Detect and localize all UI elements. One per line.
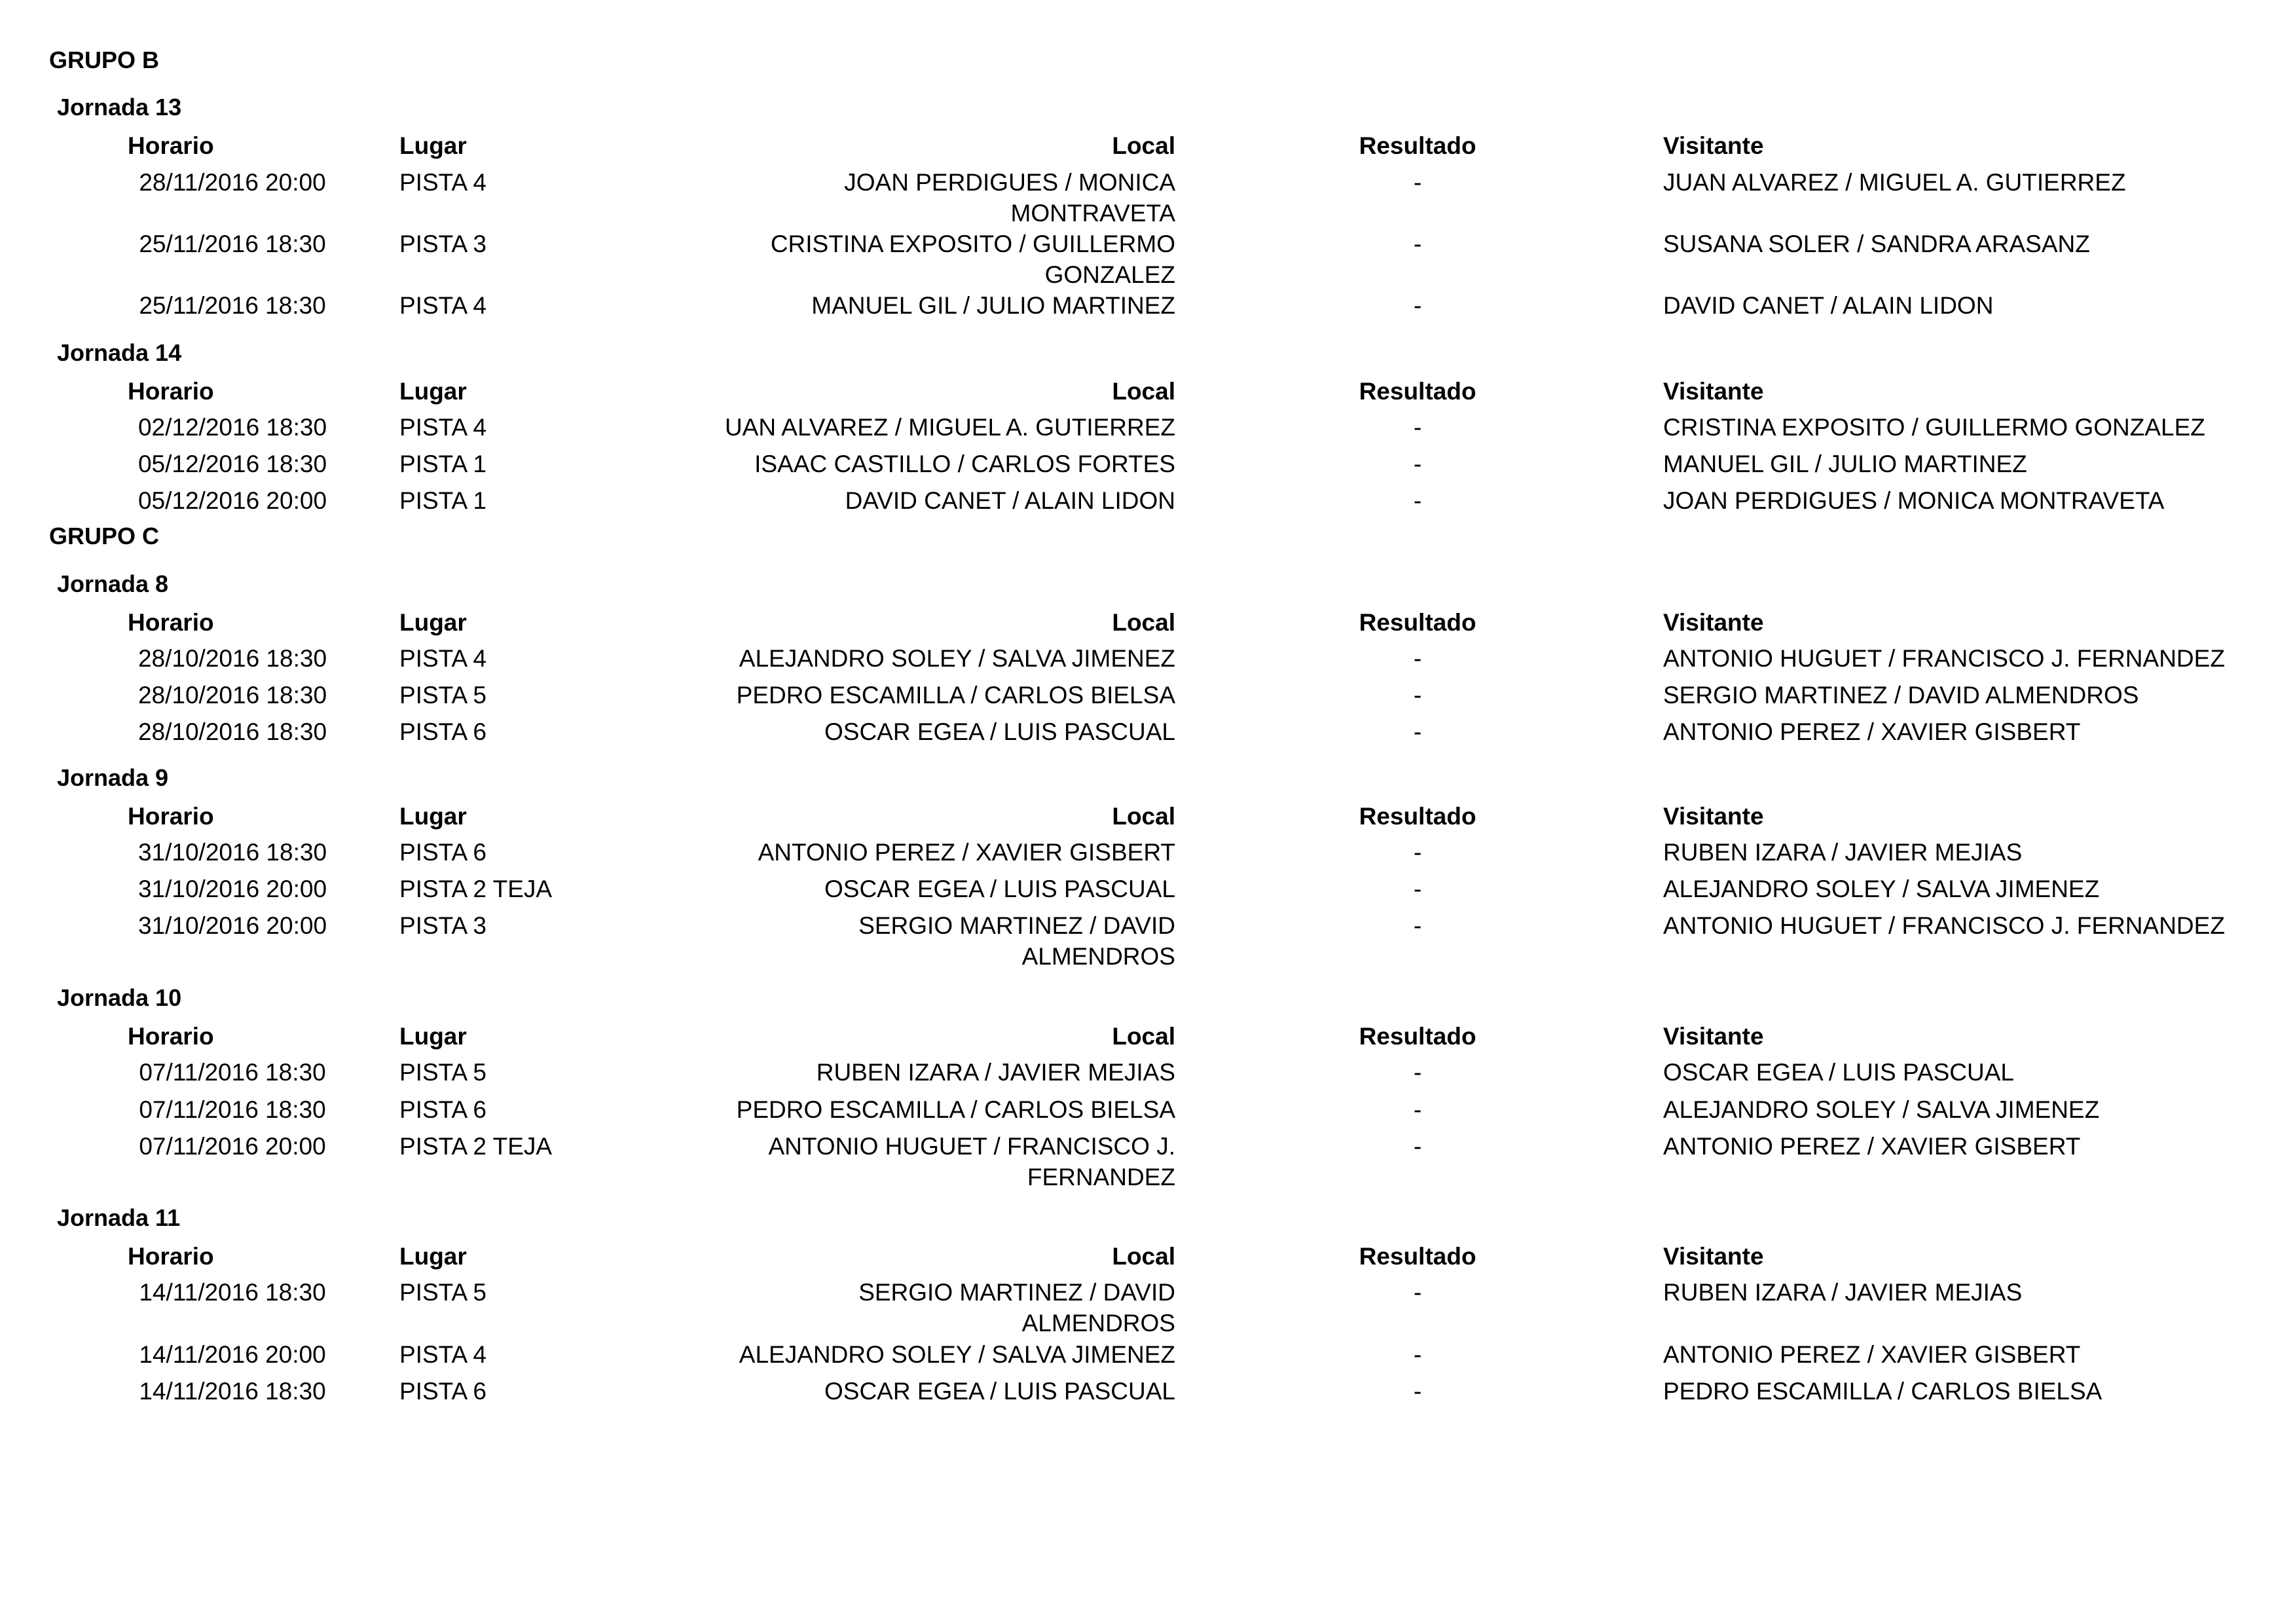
- match-lugar: PISTA 4: [399, 292, 487, 319]
- match-local-line: UAN ALVAREZ / MIGUEL A. GUTIERREZ: [724, 414, 1175, 441]
- match-local: [655, 412, 1175, 443]
- match-lugar: PISTA 3: [399, 912, 487, 939]
- jornada-title: Jornada 14: [57, 339, 182, 366]
- match-lugar: PISTA 3: [399, 231, 487, 257]
- match-visitante: DAVID CANET / ALAIN LIDON: [1663, 292, 1994, 319]
- match-horario: 14/11/2016 18:30: [139, 1279, 326, 1306]
- match-visitante: RUBEN IZARA / JAVIER MEJIAS: [1663, 839, 2023, 866]
- match-local-line: ALMENDROS: [1021, 1310, 1175, 1337]
- header-lugar: Lugar: [399, 1243, 467, 1270]
- header-visitante: Visitante: [1663, 803, 1764, 830]
- match-visitante: SERGIO MARTINEZ / DAVID ALMENDROS: [1663, 682, 2139, 709]
- table-header: [0, 376, 2295, 407]
- header-local: Local: [1112, 803, 1175, 830]
- match-visitante: MANUEL GIL / JULIO MARTINEZ: [1663, 451, 2027, 477]
- match-visitante: SUSANA SOLER / SANDRA ARASANZ: [1663, 231, 2090, 257]
- match-horario: 31/10/2016 20:00: [138, 912, 327, 939]
- match-local-line: FERNANDEZ: [1027, 1164, 1175, 1190]
- header-horario: Horario: [128, 609, 214, 636]
- match-lugar: PISTA 1: [399, 487, 487, 514]
- match-local-line: PEDRO ESCAMILLA / CARLOS BIELSA: [736, 1096, 1175, 1123]
- match-local: [655, 874, 1175, 904]
- table-row: [0, 449, 2295, 480]
- match-horario: 07/11/2016 20:00: [139, 1133, 326, 1160]
- match-resultado: -: [1413, 718, 1422, 745]
- match-resultado: -: [1413, 169, 1422, 196]
- match-local-line: ANTONIO PEREZ / XAVIER GISBERT: [758, 839, 1175, 866]
- match-horario: 05/12/2016 20:00: [138, 487, 327, 514]
- match-resultado: -: [1413, 1133, 1422, 1160]
- table-row: [0, 229, 2295, 288]
- match-local-line: PEDRO ESCAMILLA / CARLOS BIELSA: [736, 682, 1175, 709]
- match-horario: 25/11/2016 18:30: [139, 292, 326, 319]
- match-lugar: PISTA 2 TEJA: [399, 1133, 553, 1160]
- match-local: [655, 910, 1175, 972]
- match-local-line: OSCAR EGEA / LUIS PASCUAL: [824, 876, 1175, 902]
- jornada-title: Jornada 8: [57, 570, 169, 597]
- match-resultado: -: [1413, 414, 1422, 441]
- match-lugar: PISTA 4: [399, 645, 487, 672]
- match-lugar: PISTA 4: [399, 414, 487, 441]
- table-row: [0, 1131, 2295, 1190]
- match-local-line: OSCAR EGEA / LUIS PASCUAL: [824, 718, 1175, 745]
- match-resultado: -: [1413, 231, 1422, 257]
- table-row: [0, 910, 2295, 970]
- table-row: [0, 837, 2295, 868]
- match-local-line: SERGIO MARTINEZ / DAVID: [858, 1279, 1175, 1306]
- header-resultado: Resultado: [1359, 132, 1477, 159]
- jornada-title: Jornada 11: [57, 1204, 181, 1231]
- table-row: [0, 485, 2295, 517]
- match-horario: 14/11/2016 18:30: [139, 1378, 326, 1405]
- match-local-line: GONZALEZ: [1044, 261, 1175, 288]
- group-title: GRUPO B: [49, 46, 160, 73]
- header-lugar: Lugar: [399, 803, 467, 830]
- match-horario: 25/11/2016 18:30: [139, 231, 326, 257]
- header-visitante: Visitante: [1663, 132, 1764, 159]
- header-visitante: Visitante: [1663, 1243, 1764, 1270]
- match-resultado: -: [1413, 1059, 1422, 1086]
- match-resultado: -: [1413, 876, 1422, 902]
- match-local-line: CRISTINA EXPOSITO / GUILLERMO: [770, 231, 1175, 257]
- match-local: [655, 290, 1175, 321]
- match-horario: 07/11/2016 18:30: [139, 1096, 326, 1123]
- table-row: [0, 1094, 2295, 1126]
- header-horario: Horario: [128, 1243, 214, 1270]
- header-resultado: Resultado: [1359, 609, 1477, 636]
- match-horario: 07/11/2016 18:30: [139, 1059, 326, 1086]
- match-lugar: PISTA 4: [399, 169, 487, 196]
- match-local: [655, 716, 1175, 747]
- match-lugar: PISTA 6: [399, 839, 487, 866]
- header-horario: Horario: [128, 378, 214, 405]
- table-row: [0, 643, 2295, 674]
- match-visitante: ANTONIO PEREZ / XAVIER GISBERT: [1663, 718, 2081, 745]
- table-row: [0, 412, 2295, 443]
- table-row: [0, 1339, 2295, 1371]
- match-horario: 14/11/2016 20:00: [139, 1341, 326, 1368]
- match-visitante: ANTONIO HUGUET / FRANCISCO J. FERNANDEZ: [1663, 645, 2225, 672]
- match-local-line: OSCAR EGEA / LUIS PASCUAL: [824, 1378, 1175, 1405]
- match-horario: 28/10/2016 18:30: [138, 718, 327, 745]
- header-visitante: Visitante: [1663, 378, 1764, 405]
- table-row: [0, 1277, 2295, 1337]
- match-horario: 31/10/2016 20:00: [138, 876, 327, 902]
- header-local: Local: [1112, 1023, 1175, 1050]
- match-horario: 31/10/2016 18:30: [138, 839, 327, 866]
- match-local: [655, 643, 1175, 674]
- table-row: [0, 680, 2295, 711]
- table-row: [0, 1057, 2295, 1088]
- match-visitante: RUBEN IZARA / JAVIER MEJIAS: [1663, 1279, 2023, 1306]
- match-local: [655, 1094, 1175, 1125]
- header-horario: Horario: [128, 1023, 214, 1050]
- match-local: [655, 485, 1175, 516]
- match-resultado: -: [1413, 912, 1422, 939]
- header-lugar: Lugar: [399, 132, 467, 159]
- header-resultado: Resultado: [1359, 1023, 1477, 1050]
- table-row: [0, 1376, 2295, 1407]
- match-local: [655, 1277, 1175, 1338]
- table-header: [0, 130, 2295, 162]
- table-header: [0, 1241, 2295, 1272]
- match-visitante: ALEJANDRO SOLEY / SALVA JIMENEZ: [1663, 1096, 2100, 1123]
- table-row: [0, 167, 2295, 227]
- match-local-line: ALEJANDRO SOLEY / SALVA JIMENEZ: [739, 1341, 1175, 1368]
- match-visitante: OSCAR EGEA / LUIS PASCUAL: [1663, 1059, 2014, 1086]
- match-resultado: -: [1413, 1096, 1422, 1123]
- match-local-line: ISAAC CASTILLO / CARLOS FORTES: [754, 451, 1175, 477]
- match-lugar: PISTA 1: [399, 451, 487, 477]
- table-header: [0, 1021, 2295, 1052]
- match-local: [655, 229, 1175, 290]
- header-horario: Horario: [128, 803, 214, 830]
- match-local-line: MANUEL GIL / JULIO MARTINEZ: [811, 292, 1175, 319]
- match-visitante: ALEJANDRO SOLEY / SALVA JIMENEZ: [1663, 876, 2100, 902]
- match-lugar: PISTA 4: [399, 1341, 487, 1368]
- header-horario: Horario: [128, 132, 214, 159]
- match-local: [655, 680, 1175, 710]
- match-local-line: RUBEN IZARA / JAVIER MEJIAS: [816, 1059, 1175, 1086]
- table-row: [0, 290, 2295, 322]
- header-resultado: Resultado: [1359, 378, 1477, 405]
- match-visitante: JOAN PERDIGUES / MONICA MONTRAVETA: [1663, 487, 2165, 514]
- table-header: [0, 801, 2295, 832]
- match-local-line: MONTRAVETA: [1010, 200, 1175, 227]
- match-resultado: -: [1413, 682, 1422, 709]
- match-local: [655, 1376, 1175, 1407]
- match-horario: 28/11/2016 20:00: [139, 169, 326, 196]
- match-lugar: PISTA 6: [399, 1096, 487, 1123]
- match-local: [655, 1339, 1175, 1370]
- match-resultado: -: [1413, 292, 1422, 319]
- match-horario: 02/12/2016 18:30: [138, 414, 327, 441]
- match-resultado: -: [1413, 487, 1422, 514]
- group-title: GRUPO C: [49, 523, 160, 549]
- match-local: [655, 167, 1175, 229]
- match-resultado: -: [1413, 1341, 1422, 1368]
- match-resultado: -: [1413, 1279, 1422, 1306]
- match-visitante: ANTONIO PEREZ / XAVIER GISBERT: [1663, 1133, 2081, 1160]
- header-resultado: Resultado: [1359, 803, 1477, 830]
- match-lugar: PISTA 5: [399, 1059, 487, 1086]
- header-visitante: Visitante: [1663, 1023, 1764, 1050]
- match-local-line: JOAN PERDIGUES / MONICA: [844, 169, 1175, 196]
- header-lugar: Lugar: [399, 609, 467, 636]
- match-local-line: DAVID CANET / ALAIN LIDON: [845, 487, 1175, 514]
- match-local-line: ANTONIO HUGUET / FRANCISCO J.: [768, 1133, 1175, 1160]
- header-lugar: Lugar: [399, 378, 467, 405]
- jornada-title: Jornada 9: [57, 764, 169, 791]
- match-horario: 05/12/2016 18:30: [138, 451, 327, 477]
- match-visitante: ANTONIO PEREZ / XAVIER GISBERT: [1663, 1341, 2081, 1368]
- match-horario: 28/10/2016 18:30: [138, 682, 327, 709]
- match-lugar: PISTA 2 TEJA: [399, 876, 553, 902]
- match-local: [655, 449, 1175, 479]
- match-lugar: PISTA 5: [399, 1279, 487, 1306]
- match-lugar: PISTA 6: [399, 718, 487, 745]
- jornada-title: Jornada 13: [57, 94, 182, 120]
- jornada-title: Jornada 10: [57, 984, 182, 1011]
- header-local: Local: [1112, 609, 1175, 636]
- match-resultado: -: [1413, 1378, 1422, 1405]
- match-local-line: SERGIO MARTINEZ / DAVID: [858, 912, 1175, 939]
- match-local-line: ALEJANDRO SOLEY / SALVA JIMENEZ: [739, 645, 1175, 672]
- header-local: Local: [1112, 378, 1175, 405]
- table-row: [0, 716, 2295, 748]
- table-header: [0, 607, 2295, 638]
- match-visitante: PEDRO ESCAMILLA / CARLOS BIELSA: [1663, 1378, 2102, 1405]
- header-resultado: Resultado: [1359, 1243, 1477, 1270]
- match-visitante: CRISTINA EXPOSITO / GUILLERMO GONZALEZ: [1663, 414, 2205, 441]
- match-local: [655, 837, 1175, 868]
- match-resultado: -: [1413, 451, 1422, 477]
- match-lugar: PISTA 6: [399, 1378, 487, 1405]
- match-local-line: ALMENDROS: [1021, 943, 1175, 970]
- match-lugar: PISTA 5: [399, 682, 487, 709]
- match-visitante: ANTONIO HUGUET / FRANCISCO J. FERNANDEZ: [1663, 912, 2225, 939]
- table-row: [0, 874, 2295, 905]
- header-lugar: Lugar: [399, 1023, 467, 1050]
- header-visitante: Visitante: [1663, 609, 1764, 636]
- header-local: Local: [1112, 132, 1175, 159]
- match-local: [655, 1131, 1175, 1192]
- match-resultado: -: [1413, 839, 1422, 866]
- match-visitante: JUAN ALVAREZ / MIGUEL A. GUTIERREZ: [1663, 169, 2126, 196]
- match-local: [655, 1057, 1175, 1088]
- match-horario: 28/10/2016 18:30: [138, 645, 327, 672]
- header-local: Local: [1112, 1243, 1175, 1270]
- match-resultado: -: [1413, 645, 1422, 672]
